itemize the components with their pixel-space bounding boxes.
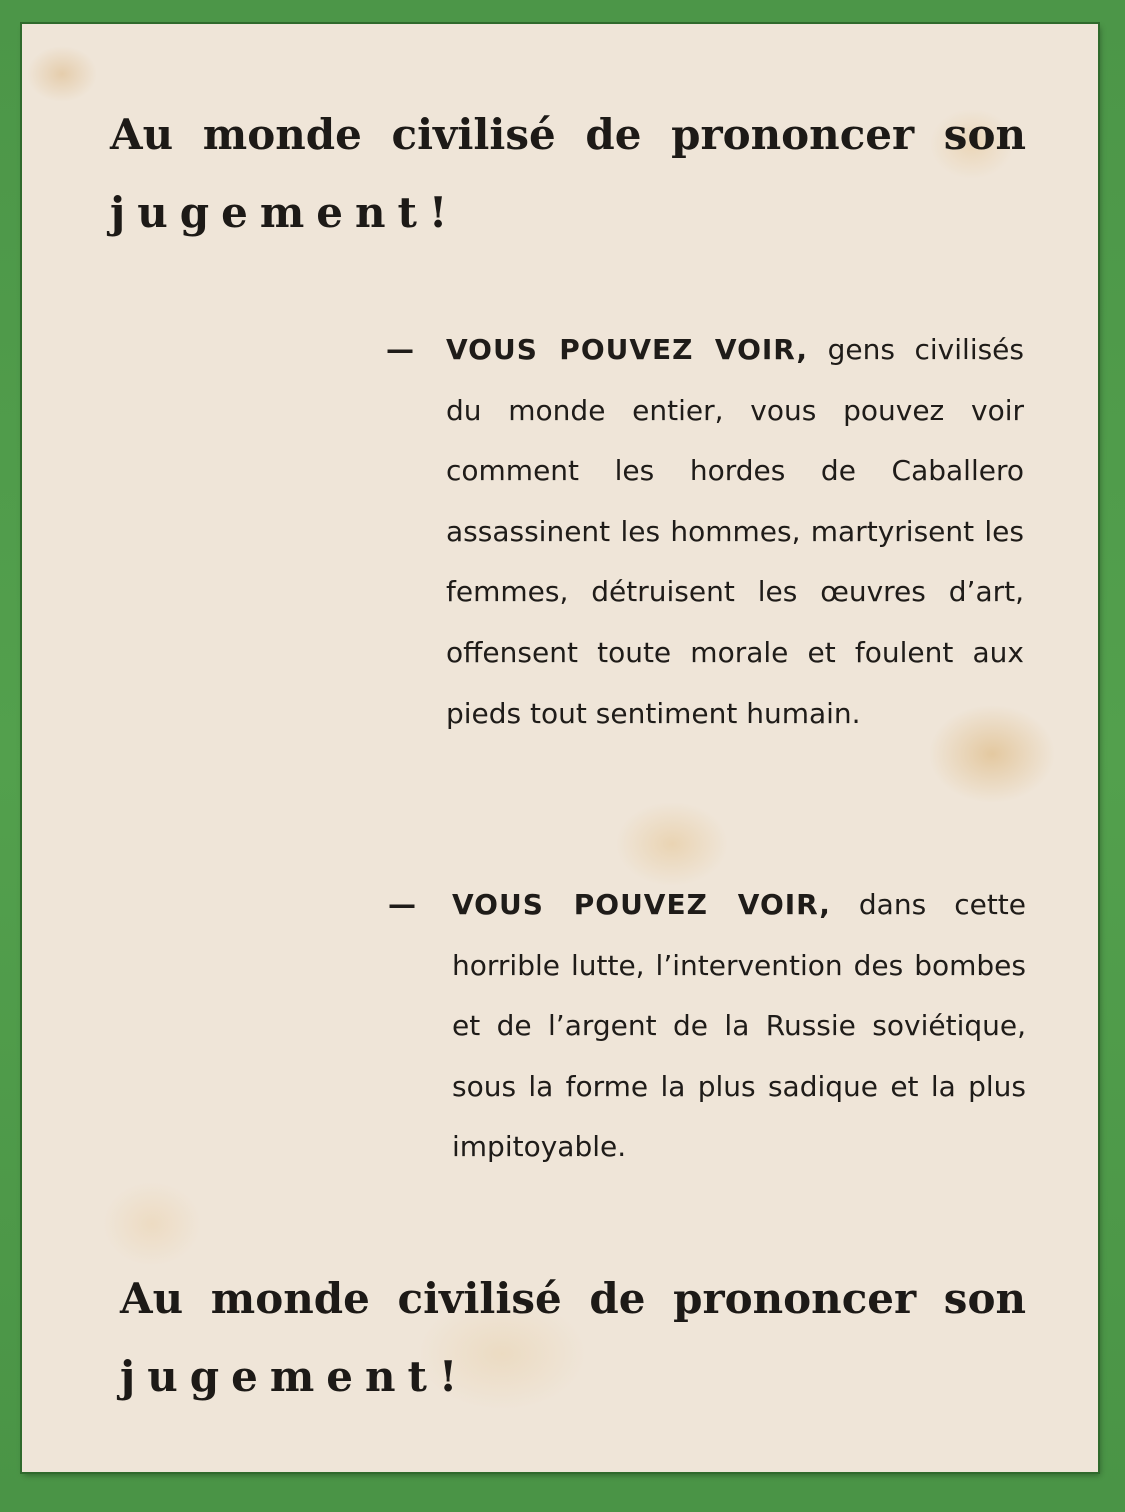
headline-top-line1: Au monde civilisé de prononcer son	[110, 110, 1026, 159]
headline-bottom-line2: jugement!	[120, 1352, 470, 1401]
paragraph-1-body	[446, 320, 1024, 744]
paragraph-2-lead: VOUS POUVEZ VOIR,	[452, 888, 831, 921]
headline-bottom-line1: Au monde civilisé de prononcer son	[120, 1274, 1026, 1323]
headline-top-line2: jugement!	[110, 188, 460, 237]
paragraph-1-lead: VOUS POUVEZ VOIR,	[446, 333, 809, 366]
paragraph-2-dash: —	[388, 888, 416, 921]
paragraph-2-text: dans cette horrible lutte, l’intervention des bombes et de l’argent de la Russie soviétique, sous la forme la plus sadique et la plus impitoyable.	[452, 888, 1026, 1164]
paragraph-1-dash: —	[386, 333, 414, 366]
headline-bottom	[120, 1260, 1026, 1416]
paragraph-1-text: gens civilisés du monde entier, vous pouvez voir comment les hordes de Caballero assassinent les hommes, martyrisent les femmes, détruisent les œuvres d’art, offensent toute morale et foulent aux pieds tout sentiment humain.	[446, 333, 1024, 730]
leaflet-page	[22, 24, 1098, 1472]
paragraph-2-body	[452, 875, 1026, 1178]
headline-top	[110, 96, 1026, 252]
